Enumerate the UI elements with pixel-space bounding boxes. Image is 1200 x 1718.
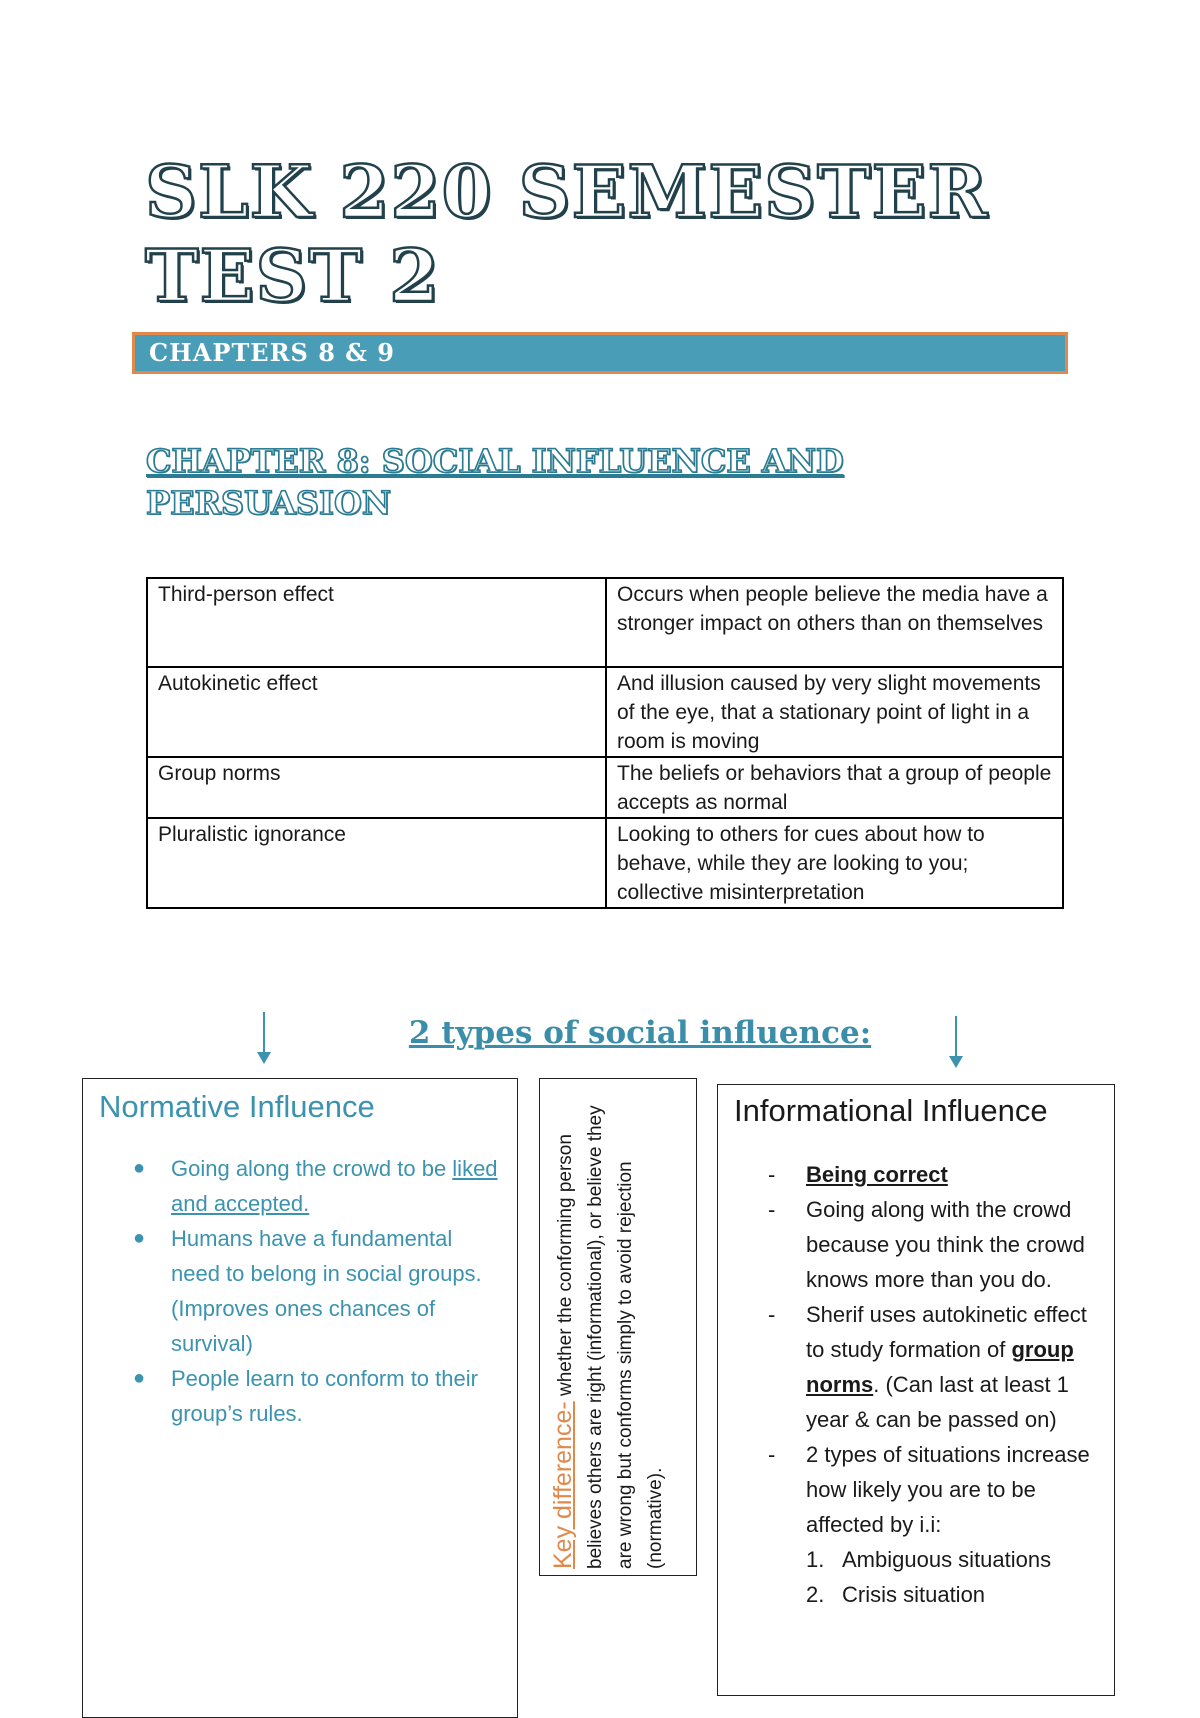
item-text: Crisis situation [842,1582,986,1607]
term-cell: Pluralistic ignorance [147,818,606,908]
normative-influence-box [82,1078,518,1718]
title-line-2: TEST 2 [145,233,441,318]
definition-cell: Occurs when people believe the media have a stronger impact on others than on themselves [606,578,1063,667]
list-item [718,1437,1114,1612]
chapter-heading [146,440,906,524]
key-difference-wrap [540,1079,698,1577]
list-item [83,1361,517,1431]
normative-title: Normative Influence [99,1089,375,1124]
dash-icon: - [768,1197,776,1222]
item-text: Sherif uses autokinetic effect to study formation of [806,1302,1087,1362]
item-text: 2 types of situations increase how likely you are to be affected by i.i: [806,1442,1090,1537]
table-row [147,757,1063,818]
table-row [147,818,1063,908]
definition-cell: The beliefs or behaviors that a group of people accepts as normal [606,757,1063,818]
title-line-1: SLK 220 SEMESTER [145,149,989,234]
situations-list [806,1542,1102,1612]
normative-list [83,1151,517,1431]
item-number: 1. [806,1547,825,1572]
definition-cell: And illusion caused by very slight movements of the eye, that a stationary point of light in a room is moving [606,667,1063,757]
item-text: Being correct [806,1162,948,1187]
bullet-text: Humans have a fundamental need to belong in social groups. (Improves ones chances of survival) [171,1226,482,1356]
list-item [806,1577,1102,1612]
term-cell: Autokinetic effect [147,667,606,757]
key-difference-body: whether the conforming person believes others are right (informational), or believe they are wrong but conforms simply to avoid rejection (normative). [555,1105,666,1569]
chapter-heading-line-2: PERSUASION [146,484,392,522]
informational-title: Informational Influence [734,1093,1048,1128]
item-text: Going along with the crowd because you think the crowd knows more than you do. [806,1197,1085,1292]
item-emphasis: group norms [806,1337,1074,1397]
term-cell: Third-person effect [147,578,606,667]
bullet-icon: ● [133,1367,146,1389]
table-row [147,667,1063,757]
table-row [147,578,1063,667]
item-text: Ambiguous situations [842,1547,1052,1572]
dash-icon: - [768,1162,776,1187]
bullet-text: Going along the crowd to be [171,1156,453,1181]
list-item [83,1151,517,1221]
list-item [718,1157,1114,1192]
chapter-heading-line-1: CHAPTER 8: SOCIAL INFLUENCE AND [146,442,844,480]
list-item [718,1192,1114,1297]
dash-icon: - [768,1302,776,1327]
informational-list [718,1157,1114,1612]
bullet-text: People learn to conform to their group’s rules. [171,1366,478,1426]
item-number: 2. [806,1582,825,1607]
influence-types-heading: 2 types of social influence: [408,1015,872,1051]
bullet-underlined-text: liked and accepted. [171,1156,498,1216]
key-difference-box [539,1078,697,1576]
informational-influence-box [717,1084,1115,1696]
bullet-icon: ● [133,1227,146,1249]
term-cell: Group norms [147,757,606,818]
definition-cell: Looking to others for cues about how to behave, while they are looking to you; collective misinterpretation [606,818,1063,908]
list-item [718,1297,1114,1437]
dash-icon: - [768,1442,776,1467]
key-difference-text [548,1099,671,1569]
list-item [83,1221,517,1361]
key-difference-label: Key difference- [549,1401,577,1569]
bullet-icon: ● [133,1157,146,1179]
document-title [145,150,1045,318]
item-text: . (Can last at least 1 year & can be passed on) [806,1372,1069,1432]
definitions-table [146,577,1064,909]
list-item [806,1542,1102,1577]
chapters-subtitle-bar: CHAPTERS 8 & 9 [132,332,1068,374]
